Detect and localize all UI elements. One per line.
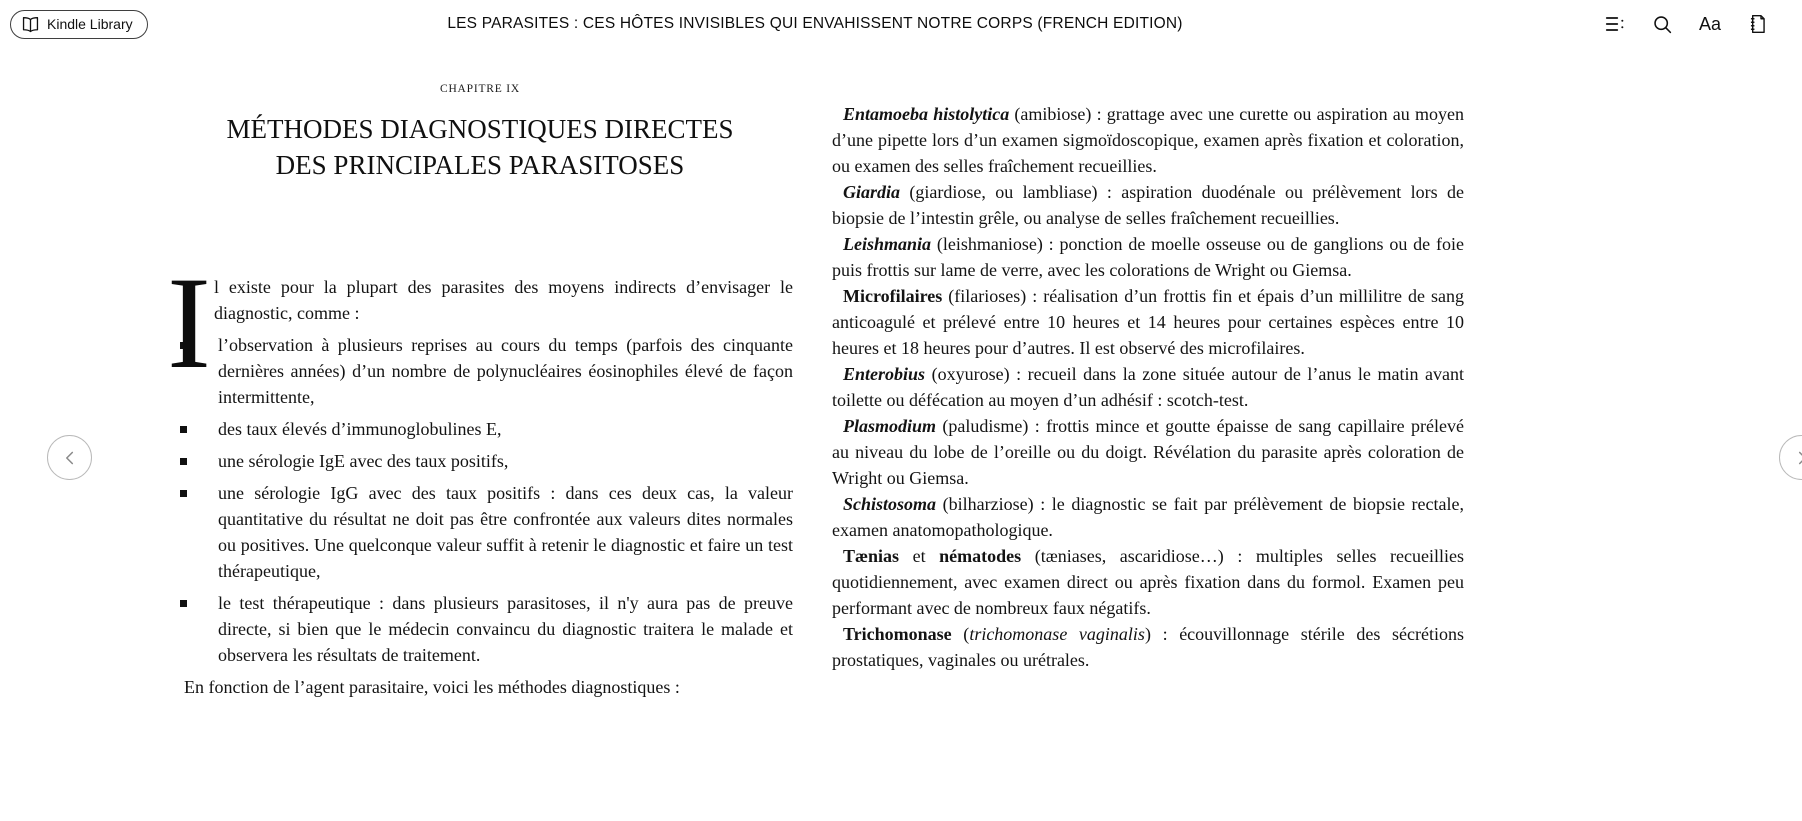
bullet-item	[167, 590, 793, 668]
text-segment: Schistosoma	[843, 494, 937, 514]
text-segment: (tæniases, ascaridiose…) : multiples selles recueillies quotidiennement, avec examen direct ou après fixation dans du formol. Examen peu performant avec de nombreux faux négatifs.	[832, 546, 1464, 618]
text-segment: Leishmania	[843, 234, 932, 254]
entry-paragraph	[832, 283, 1464, 361]
chevron-left-icon	[59, 447, 81, 469]
entries	[832, 101, 1464, 673]
entry-paragraph	[832, 413, 1464, 491]
previous-page-button[interactable]	[47, 435, 92, 480]
bullet-text: l’observation à plusieurs reprises au cours du temps (parfois des cinquante dernières années) d’un nombre de polynucléaires éosinophiles élevé de façon intermittente,	[218, 335, 793, 407]
search-button[interactable]	[1650, 12, 1675, 37]
text-segment: Trichomonase	[843, 624, 952, 644]
closing-paragraph: En fonction de l’agent parasitaire, voici les méthodes diagnostiques :	[184, 677, 680, 697]
toc-button[interactable]	[1602, 11, 1628, 37]
search-icon	[1652, 14, 1673, 35]
chapter-title-line2: DES PRINCIPALES PARASITOSES	[275, 150, 685, 180]
entry-paragraph	[832, 101, 1464, 179]
text-segment: (amibiose) : grattage avec une curette ou aspiration au moyen d’une pipette lors d’un examen sigmoïdoscopique, examen après fixation et coloration, ou examen des selles fraîchement recueillies.	[832, 104, 1464, 176]
book-title: LES PARASITES : CES HÔTES INVISIBLES QUI ENVAHISSENT NOTRE CORPS (FRENCH EDITION)	[447, 15, 1183, 32]
text-segment: (paludisme) : frottis mince et goutte épaisse de sang capillaire prélevé au niveau du lobe de l’oreille ou du doigt. Révélation du parasite après coloration de Wright ou Giemsa.	[832, 416, 1464, 488]
intro-text: l existe pour la plupart des parasites des moyens indirects d’envisager le diagnostic, comme :	[214, 277, 793, 323]
text-segment: Giardia	[843, 182, 901, 202]
notebook-icon	[1747, 13, 1768, 35]
reading-area	[0, 48, 1802, 700]
top-bar	[0, 0, 1802, 48]
chapter-title	[167, 111, 793, 183]
text-segment: (filarioses) : réalisation d’un frottis fin et épais d’un millilitre de sang anticoagulé et prélevé entre 10 heures et 14 heures pour certaines espèces entre 10 heures et 18 heures pour d’autres. Il est observé des microfilaires.	[832, 286, 1464, 358]
text-segment: Enterobius	[843, 364, 926, 384]
text-segment: Microfilaires	[843, 286, 943, 306]
bullet-item	[167, 416, 793, 442]
text-segment: (bilharziose) : le diagnostic se fait par prélèvement de biopsie rectale, examen anatomopathologique.	[832, 494, 1464, 540]
square-bullet-icon	[180, 458, 187, 465]
page-column-left	[167, 54, 793, 700]
chapter-label: CHAPITRE IX	[439, 83, 521, 95]
bullet-item	[167, 480, 793, 584]
bullet-item	[167, 448, 793, 474]
entry-paragraph	[832, 231, 1464, 283]
text-segment: Plasmodium	[843, 416, 937, 436]
kindle-library-label: Kindle Library	[47, 16, 133, 32]
square-bullet-icon	[180, 600, 187, 607]
bullet-text: le test thérapeutique : dans plusieurs parasitoses, il n'y aura pas de preuve directe, si bien que le médecin convaincu du diagnostic traitera le malade et observera les résultats de traitement.	[218, 593, 793, 665]
text-segment: ) : écouvillonnage stérile des sécrétions prostatiques, vaginales ou urétrales.	[832, 624, 1464, 670]
text-segment: et	[899, 546, 940, 566]
text-segment: (giardiose, ou lambliase) : aspiration duodénale ou prélèvement lors de biopsie de l’intestin grêle, ou analyse de selles fraîchement recueillies.	[832, 182, 1464, 228]
bullet-list	[167, 332, 793, 668]
bullet-text: une sérologie IgE avec des taux positifs,	[218, 451, 509, 471]
open-book-icon	[21, 16, 40, 33]
chapter-title-line1: MÉTHODES DIAGNOSTIQUES DIRECTES	[226, 114, 734, 144]
bullet-text: une sérologie IgG avec des taux positifs : dans ces deux cas, la valeur quantitative du résultat ne doit pas être confrontée aux valeurs dites normales ou positives. Une quelconque valeur suffit à retenir le diagnostic et faire un test thérapeutique,	[218, 483, 793, 581]
square-bullet-icon	[180, 490, 187, 497]
toolbar	[1602, 0, 1770, 48]
text-segment: Entamoeba histolytica	[843, 104, 1010, 124]
square-bullet-icon	[180, 426, 187, 433]
toc-icon	[1604, 13, 1626, 35]
text-segment: (	[951, 624, 970, 644]
typography-icon: Aa	[1698, 13, 1721, 34]
bullet-text: des taux élevés d’immunoglobulines E,	[218, 419, 502, 439]
entry-paragraph	[832, 179, 1464, 231]
typography-button[interactable]	[1697, 12, 1723, 37]
text-segment: trichomonase vaginalis	[969, 624, 1145, 644]
chevron-right-icon	[1791, 447, 1802, 469]
text-segment: (oxyurose) : recueil dans la zone située autour de l’anus le matin avant toilette ou défécation au moyen d’un adhésif : scotch-test.	[832, 364, 1464, 410]
text-segment: Tænias	[843, 546, 900, 566]
notebook-button[interactable]	[1745, 11, 1770, 37]
kindle-library-button[interactable]	[10, 10, 148, 39]
bullet-item	[167, 332, 793, 410]
page-column-right	[832, 54, 1464, 700]
entry-paragraph	[832, 491, 1464, 543]
entry-paragraph	[832, 543, 1464, 621]
entry-paragraph	[832, 621, 1464, 673]
text-segment: (leishmaniose) : ponction de moelle osseuse ou de ganglions ou de foie puis frottis sur lame de verre, avec les colorations de Wright ou Giemsa.	[832, 234, 1464, 280]
entry-paragraph	[832, 361, 1464, 413]
drop-cap: I	[167, 249, 211, 396]
text-segment: nématodes	[939, 546, 1022, 566]
